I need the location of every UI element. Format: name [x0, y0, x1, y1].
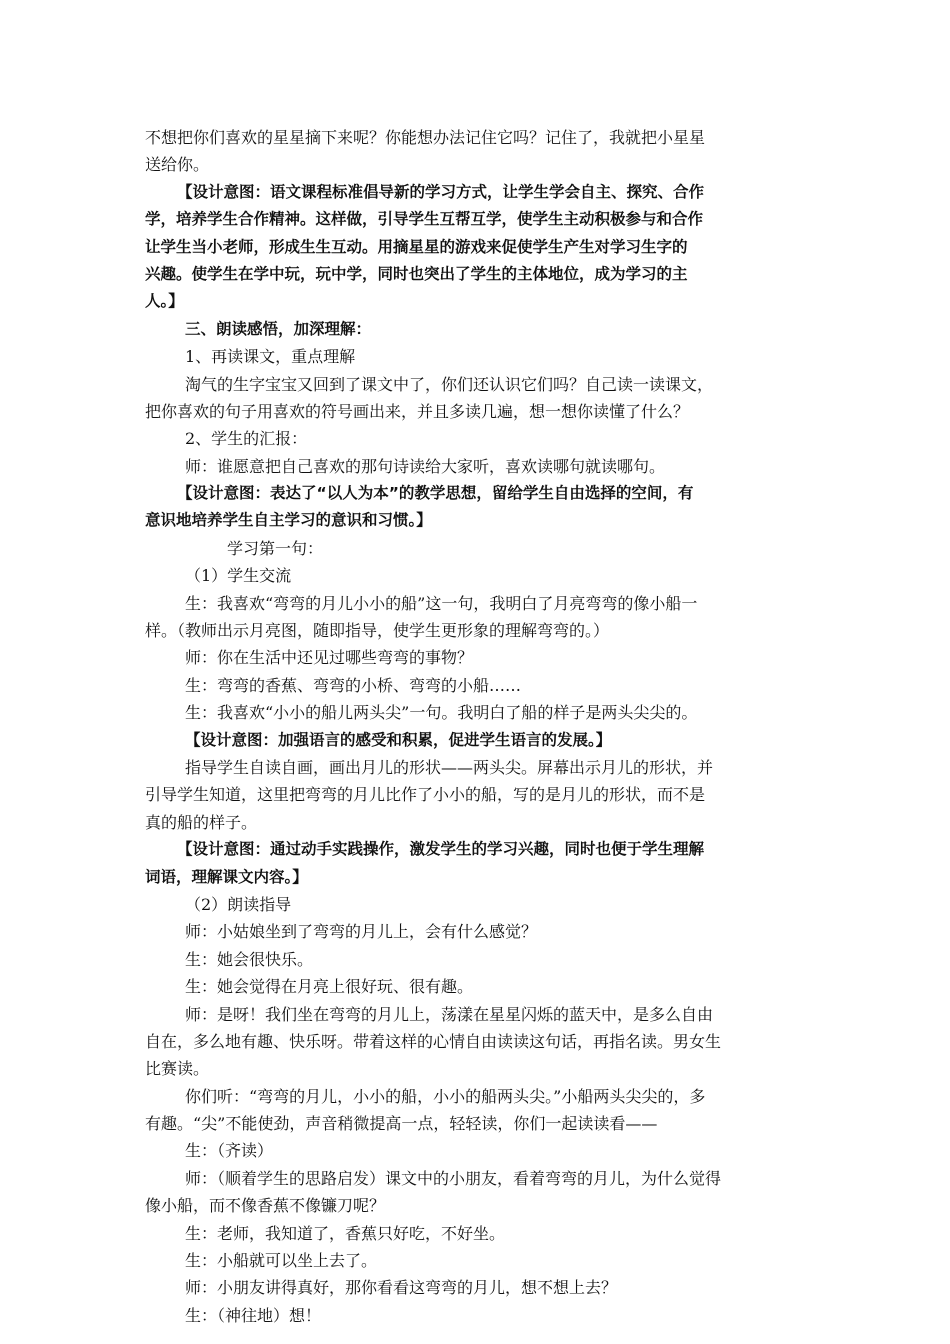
text-line: 师：谁愿意把自己喜欢的那句诗读给大家听，喜欢读哪句就读哪句。 — [185, 456, 666, 476]
text-line: 有趣。“尖”不能使劲，声音稍微提高一点，轻轻读，你们一起读读看—— — [145, 1114, 658, 1134]
text-line: 生：我喜欢“小小的船儿两头尖”一句。我明白了船的样子是两头尖尖的。 — [185, 703, 698, 723]
text-line: 生：小船就可以坐上去了。 — [185, 1251, 378, 1271]
text-line: 生：弯弯的香蕉、弯弯的小桥、弯弯的小船…… — [185, 675, 522, 695]
design-intent-line: 人。】 — [145, 292, 184, 311]
design-intent-line: 兴趣。使学生在学中玩，玩中学，同时也突出了学生的主体地位，成为学习的主 — [145, 264, 688, 283]
text-line: 指导学生自读自画，画出月儿的形状——两头尖。屏幕出示月儿的形状，并 — [185, 757, 714, 777]
text-line: 送给你。 — [145, 155, 210, 175]
text-line: 自在，多么地有趣、快乐呀。带着这样的心情自由读读这句话，再指名读。男女生 — [145, 1031, 722, 1051]
text-line: 比赛读。 — [145, 1059, 210, 1079]
text-line: 淘气的生字宝宝又回到了课文中了，你们还认识它们吗？自己读一读课文， — [185, 374, 714, 394]
text-line: 师：你在生活中还见过哪些弯弯的事物？ — [185, 648, 474, 668]
text-line: 把你喜欢的句子用喜欢的符号画出来，并且多读几遍，想一想你读懂了什么？ — [145, 401, 690, 421]
document-body — [145, 124, 807, 1329]
text-line: 师：小姑娘坐到了弯弯的月儿上，会有什么感觉？ — [185, 922, 538, 942]
design-intent-line: 让学生当小老师，形成生生互动。用摘星星的游戏来促使学生产生对学习生字的 — [145, 237, 688, 256]
design-intent-line: 【设计意图：通过动手实践操作，激发学生的学习兴趣，同时也便于学生理解 — [177, 840, 705, 859]
text-line: 师：（顺着学生的思路启发）课文中的小朋友，看着弯弯的月儿，为什么觉得 — [185, 1168, 722, 1188]
text-line: 师：小朋友讲得真好，那你看看这弯弯的月儿，想不想上去？ — [185, 1278, 618, 1298]
text-line: 像小船，而不像香蕉不像镰刀呢？ — [145, 1196, 386, 1216]
design-intent-line: 【设计意图：语文课程标准倡导新的学习方式，让学生学会自主、探究、合作 — [177, 182, 705, 201]
text-line: （1）学生交流 — [185, 566, 292, 586]
text-line: 你们听：“弯弯的月儿，小小的船，小小的船两头尖。”小船两头尖尖的，多 — [185, 1086, 706, 1106]
text-line: 师：是呀！我们坐在弯弯的月儿上，荡漾在星星闪烁的蓝天中，是多么自由 — [185, 1004, 714, 1024]
text-line: 生：老师，我知道了，香蕉只好吃，不好坐。 — [185, 1223, 506, 1243]
text-line: 引导学生知道，这里把弯弯的月儿比作了小小的船，写的是月儿的形状，而不是 — [145, 785, 706, 805]
text-line: 不想把你们喜欢的星星摘下来呢？你能想办法记住它吗？记住了，我就把小星星 — [145, 128, 706, 147]
text-line: 生：她会很快乐。 — [185, 949, 314, 969]
design-intent-line: 词语，理解课文内容。】 — [145, 867, 308, 886]
text-line: 2、学生的汇报： — [185, 429, 308, 449]
text-line: 1、再读课文，重点理解 — [185, 347, 356, 367]
design-intent-line: 学，培养学生合作精神。这样做，引导学生互帮互学，使学生主动积极参与和合作 — [145, 210, 704, 229]
text-line: 生：（神往地）想！ — [185, 1305, 322, 1325]
text-line: 样。（教师出示月亮图，随即指导，使学生更形象的理解弯弯的。） — [145, 621, 610, 641]
design-intent-line: 【设计意图：加强语言的感受和积累，促进学生语言的发展。】 — [185, 730, 612, 749]
section-heading: 三、朗读感悟，加深理解： — [185, 319, 372, 338]
text-line: 生：（齐读） — [185, 1141, 274, 1161]
text-line: 真的船的样子。 — [145, 812, 258, 832]
design-intent-line: 【设计意图：表达了“以人为本”的教学思想，留给学生自由选择的空间，有 — [177, 484, 694, 503]
text-line: 学习第一句： — [227, 538, 324, 558]
design-intent-line: 意识地培养学生自主学习的意识和习惯。】 — [145, 511, 432, 530]
text-line: （2）朗读指导 — [185, 894, 292, 914]
text-line: 生：我喜欢“弯弯的月儿小小的船”这一句，我明白了月亮弯弯的像小船一 — [185, 593, 698, 613]
text-line: 生：她会觉得在月亮上很好玩、很有趣。 — [185, 977, 474, 997]
